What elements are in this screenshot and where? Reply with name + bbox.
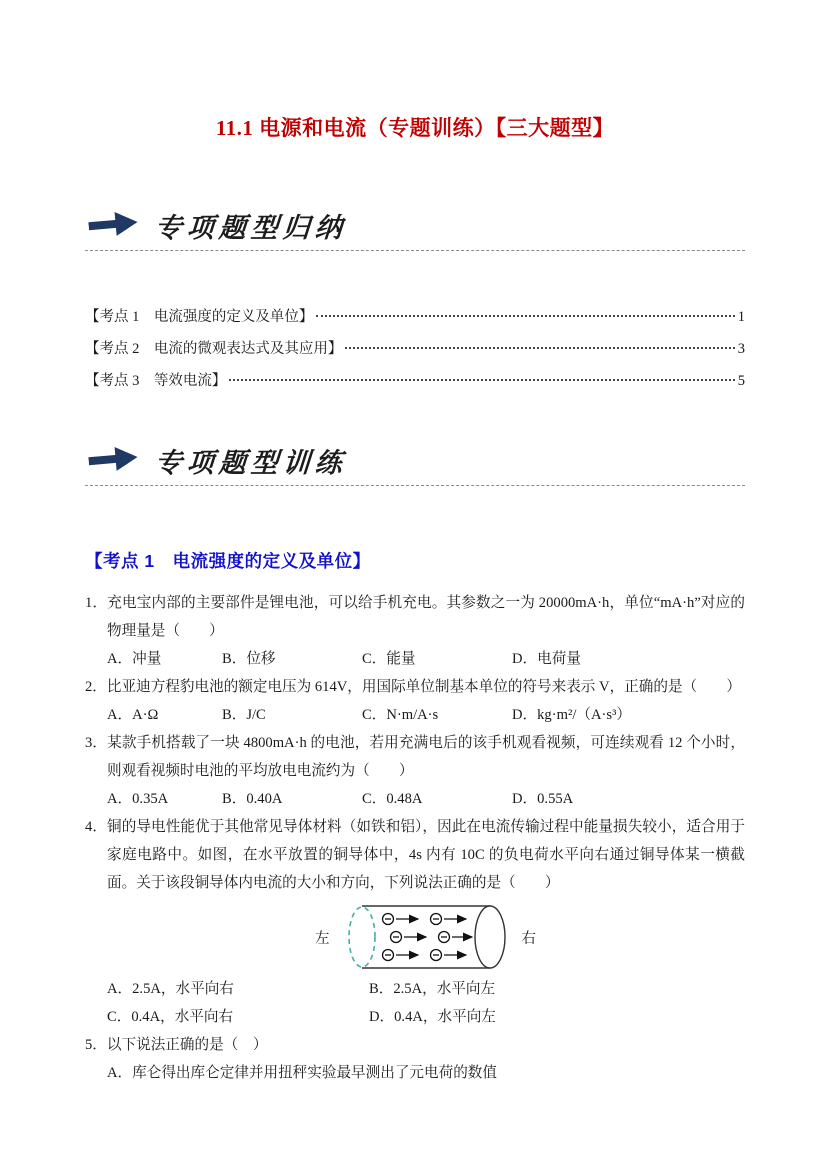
toc-leader-dots	[229, 379, 734, 381]
option-a: A．冲量	[107, 651, 162, 667]
left-cross-section-dashed	[349, 907, 375, 967]
banner-title-training: 专项题型训练	[153, 448, 348, 478]
question-text	[85, 729, 745, 785]
question-list	[85, 589, 745, 1087]
question-number: 2．	[85, 679, 107, 695]
option-b: B．J/C	[222, 707, 266, 723]
toc-label: 【考点 3 等效电流】	[85, 373, 227, 389]
conductor-figure	[315, 901, 745, 973]
toc-item	[85, 337, 745, 369]
question-body: 比亚迪方程豹电池的额定电压为 614V，用国际单位制基本单位的符号来表示 V，正确的是（ ）	[106, 679, 741, 695]
toc-leader-dots	[316, 315, 734, 317]
toc-item	[85, 369, 745, 401]
arrow-right-icon	[87, 441, 142, 482]
electron-icon	[382, 914, 472, 961]
question-number: 3．	[85, 735, 108, 751]
options-row	[85, 975, 745, 1031]
option-a: A．库仑得出库仑定律并用扭秤实验最早测出了元电荷的数值	[107, 1065, 497, 1081]
options-row	[85, 645, 745, 673]
option-d: D．电荷量	[512, 651, 581, 667]
figure-left-label: 左	[315, 930, 330, 947]
option-d: D．0.55A	[512, 791, 574, 807]
toc-label: 【考点 2 电流的微观表达式及其应用】	[85, 341, 343, 357]
options-row	[85, 701, 745, 729]
banner-title-summary: 专项题型归纳	[153, 213, 348, 243]
question-5	[85, 1031, 745, 1087]
option-c: C．0.48A	[362, 791, 423, 807]
question-text	[85, 813, 745, 897]
question-body: 充电宝内部的主要部件是锂电池，可以给手机充电。其参数之一为 20000mA·h，单位“mA·h”对应的物理量是（ ）	[107, 595, 745, 639]
section-heading-kaodian1: 【考点 1 电流强度的定义及单位】	[85, 551, 371, 571]
option-a: A．A·Ω	[107, 707, 159, 723]
option-c: C．0.4A，水平向右	[107, 1009, 234, 1025]
toc-page-number: 5	[737, 373, 745, 389]
toc-page-number: 3	[737, 341, 745, 357]
option-b: B．2.5A，水平向左	[369, 981, 496, 997]
toc-label: 【考点 1 电流强度的定义及单位】	[85, 309, 314, 325]
section-banner-training	[85, 441, 745, 486]
option-d: D．kg·m²/（A·s³）	[512, 707, 632, 723]
question-body: 某款手机搭载了一块 4800mA·h 的电池，若用充满电后的该手机观看视频，可连续观看 12 个小时，则观看视频时电池的平均放电电流约为（ ）	[107, 735, 745, 779]
option-b: B．0.40A	[222, 791, 283, 807]
question-4	[85, 813, 745, 1031]
question-number: 1．	[85, 595, 108, 611]
arrow-right-icon	[87, 206, 142, 247]
question-number: 5．	[85, 1037, 107, 1053]
right-cross-section	[475, 906, 505, 968]
option-a: A．2.5A，水平向右	[107, 981, 234, 997]
question-text	[85, 589, 745, 645]
question-body: 以下说法正确的是（ ）	[106, 1037, 268, 1053]
options-row	[85, 1059, 745, 1087]
option-a: A．0.35A	[107, 791, 169, 807]
option-b: B．位移	[222, 651, 276, 667]
question-text	[85, 1031, 745, 1059]
question-1	[85, 589, 745, 673]
table-of-contents	[85, 305, 745, 401]
section-banner-summary	[85, 206, 745, 251]
page-title: 11.1 电源和电流（专题训练）【三大题型】	[215, 116, 615, 140]
toc-item	[85, 305, 745, 337]
figure-right-label: 右	[521, 930, 536, 947]
copper-conductor-diagram	[340, 901, 512, 973]
option-c: C．能量	[362, 651, 416, 667]
question-number: 4．	[85, 819, 108, 835]
option-c: C．N·m/A·s	[362, 707, 439, 723]
toc-page-number: 1	[737, 309, 745, 325]
question-2	[85, 673, 745, 729]
question-text	[85, 673, 745, 701]
question-body: 铜的导电性能优于其他常见导体材料（如铁和铝），因此在电流传输过程中能量损失较小，适合用于家庭电路中。如图，在水平放置的铜导体中，4s 内有 10C 的负电荷水平向右通过铜导体某一横截面。关于该段铜导体内电流的大小和方向，下列说法正确的是（ ）	[107, 819, 745, 891]
options-row	[85, 785, 745, 813]
option-d: D．0.4A，水平向左	[369, 1009, 496, 1025]
toc-leader-dots	[345, 347, 734, 349]
question-3	[85, 729, 745, 813]
